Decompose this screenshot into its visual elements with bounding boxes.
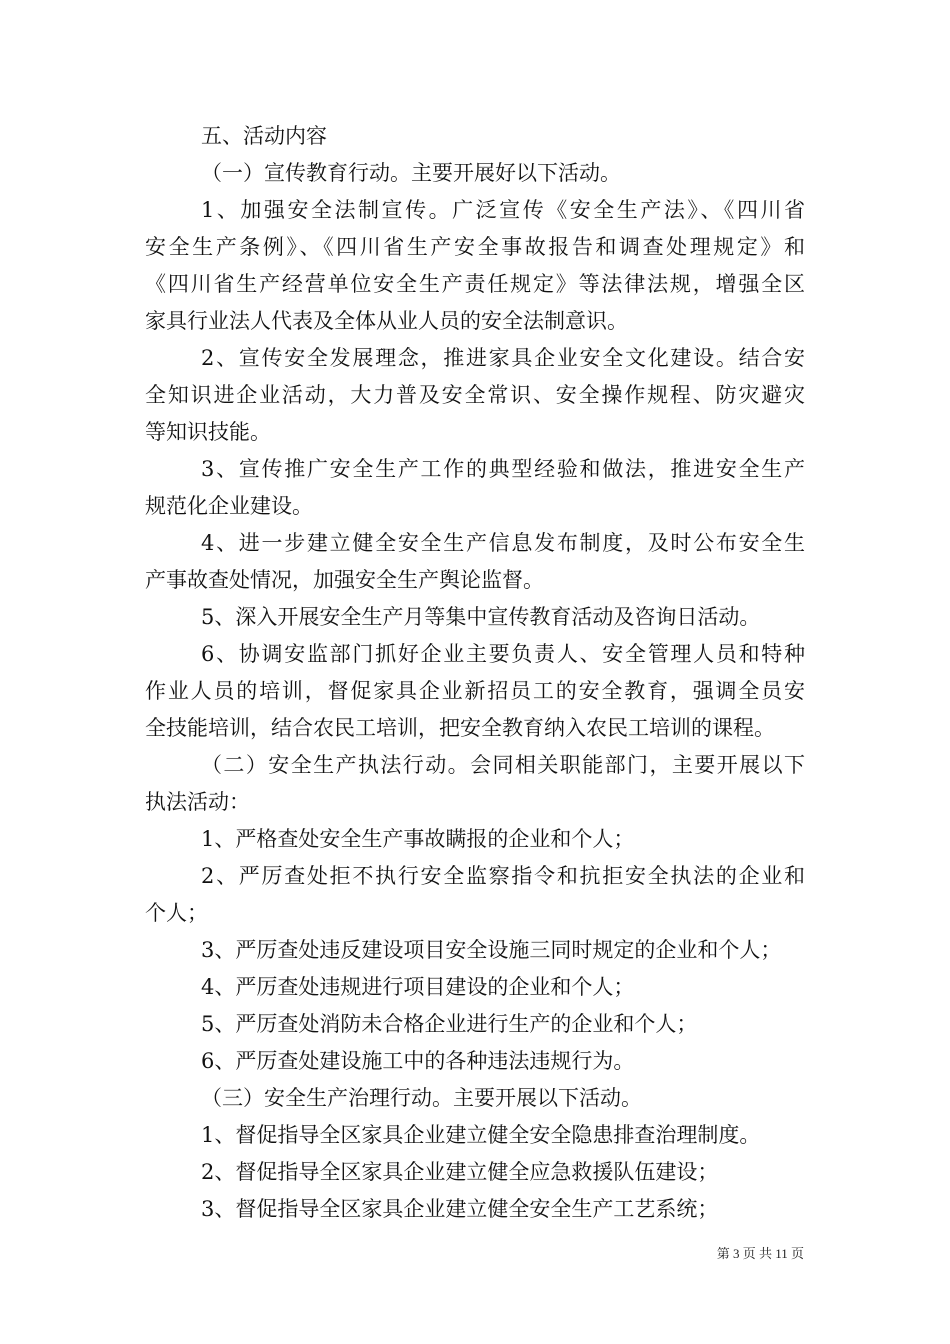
text-line: （三）安全生产治理行动。主要开展以下活动。 [201,1086,642,1110]
text-line: 1、督促指导全区家具企业建立健全安全隐患排查治理制度。 [201,1123,761,1147]
paragraph [145,636,805,747]
text-line: 安全生产条例》、《四川省生产安全事故报告和调查处理规定》和 [145,235,805,259]
paragraph [145,969,805,1006]
text-line: 等知识技能。 [145,420,271,444]
text-line: 5、严厉查处消防未合格企业进行生产的企业和个人； [201,1012,698,1036]
paragraph [145,451,805,525]
text-line: 3、督促指导全区家具企业建立健全安全生产工艺系统； [201,1197,719,1221]
text-line: 2、督促指导全区家具企业建立健全应急救援队伍建设； [201,1160,719,1184]
text-line: （二）安全生产执法行动。会同相关职能部门，主要开展以下 [201,753,805,777]
paragraph [145,1006,805,1043]
paragraph [145,858,805,932]
text-line: 全知识进企业活动，大力普及安全常识、安全操作规程、防灾避灾 [145,383,805,407]
page-number: 第 3 页 共 11 页 [716,1246,804,1261]
text-line: 执法活动： [145,790,250,814]
text-line: 1、严格查处安全生产事故瞒报的企业和个人； [201,827,635,851]
paragraph [145,155,805,192]
paragraph [145,1080,805,1117]
text-line: 作业人员的培训，督促家具企业新招员工的安全教育，强调全员安 [145,679,805,703]
text-line: 6、协调安监部门抓好企业主要负责人、安全管理人员和特种 [201,642,805,666]
text-line: 1、加强安全法制宣传。广泛宣传《安全生产法》、《四川省 [201,198,805,222]
paragraph [145,1191,805,1228]
paragraph [145,1154,805,1191]
paragraph [145,747,805,821]
paragraph [145,1117,805,1154]
text-line: 家具行业法人代表及全体从业人员的安全法制意识。 [145,309,628,333]
paragraph [145,599,805,636]
paragraph [145,1043,805,1080]
text-line: 个人； [145,901,208,925]
text-line: 规范化企业建设。 [145,494,313,518]
paragraph [145,525,805,599]
paragraph [145,932,805,969]
paragraph [145,340,805,451]
text-line: 4、严厉查处违规进行项目建设的企业和个人； [201,975,635,999]
text-line: 6、严厉查处建设施工中的各种违法违规行为。 [201,1049,635,1073]
document-body [145,118,805,1228]
text-line: （一）宣传教育行动。主要开展好以下活动。 [201,161,621,185]
text-line: 《四川省生产经营单位安全生产责任规定》等法律法规，增强全区 [145,272,805,296]
text-line: 产事故查处情况，加强安全生产舆论监督。 [145,568,544,592]
text-line: 4、进一步建立健全安全生产信息发布制度，及时公布安全生 [201,531,805,555]
paragraph [145,192,805,340]
text-line: 2、严厉查处拒不执行安全监察指令和抗拒安全执法的企业和 [201,864,805,888]
text-line: 3、宣传推广安全生产工作的典型经验和做法，推进安全生产 [201,457,805,481]
paragraph [145,821,805,858]
text-line: 5、深入开展安全生产月等集中宣传教育活动及咨询日活动。 [201,605,761,629]
text-line: 五、活动内容 [201,124,327,148]
text-line: 2、宣传安全发展理念，推进家具企业安全文化建设。结合安 [201,346,805,370]
paragraph [145,118,805,155]
text-line: 3、严厉查处违反建设项目安全设施三同时规定的企业和个人； [201,938,782,962]
text-line: 全技能培训，结合农民工培训，把安全教育纳入农民工培训的课程。 [145,716,775,740]
